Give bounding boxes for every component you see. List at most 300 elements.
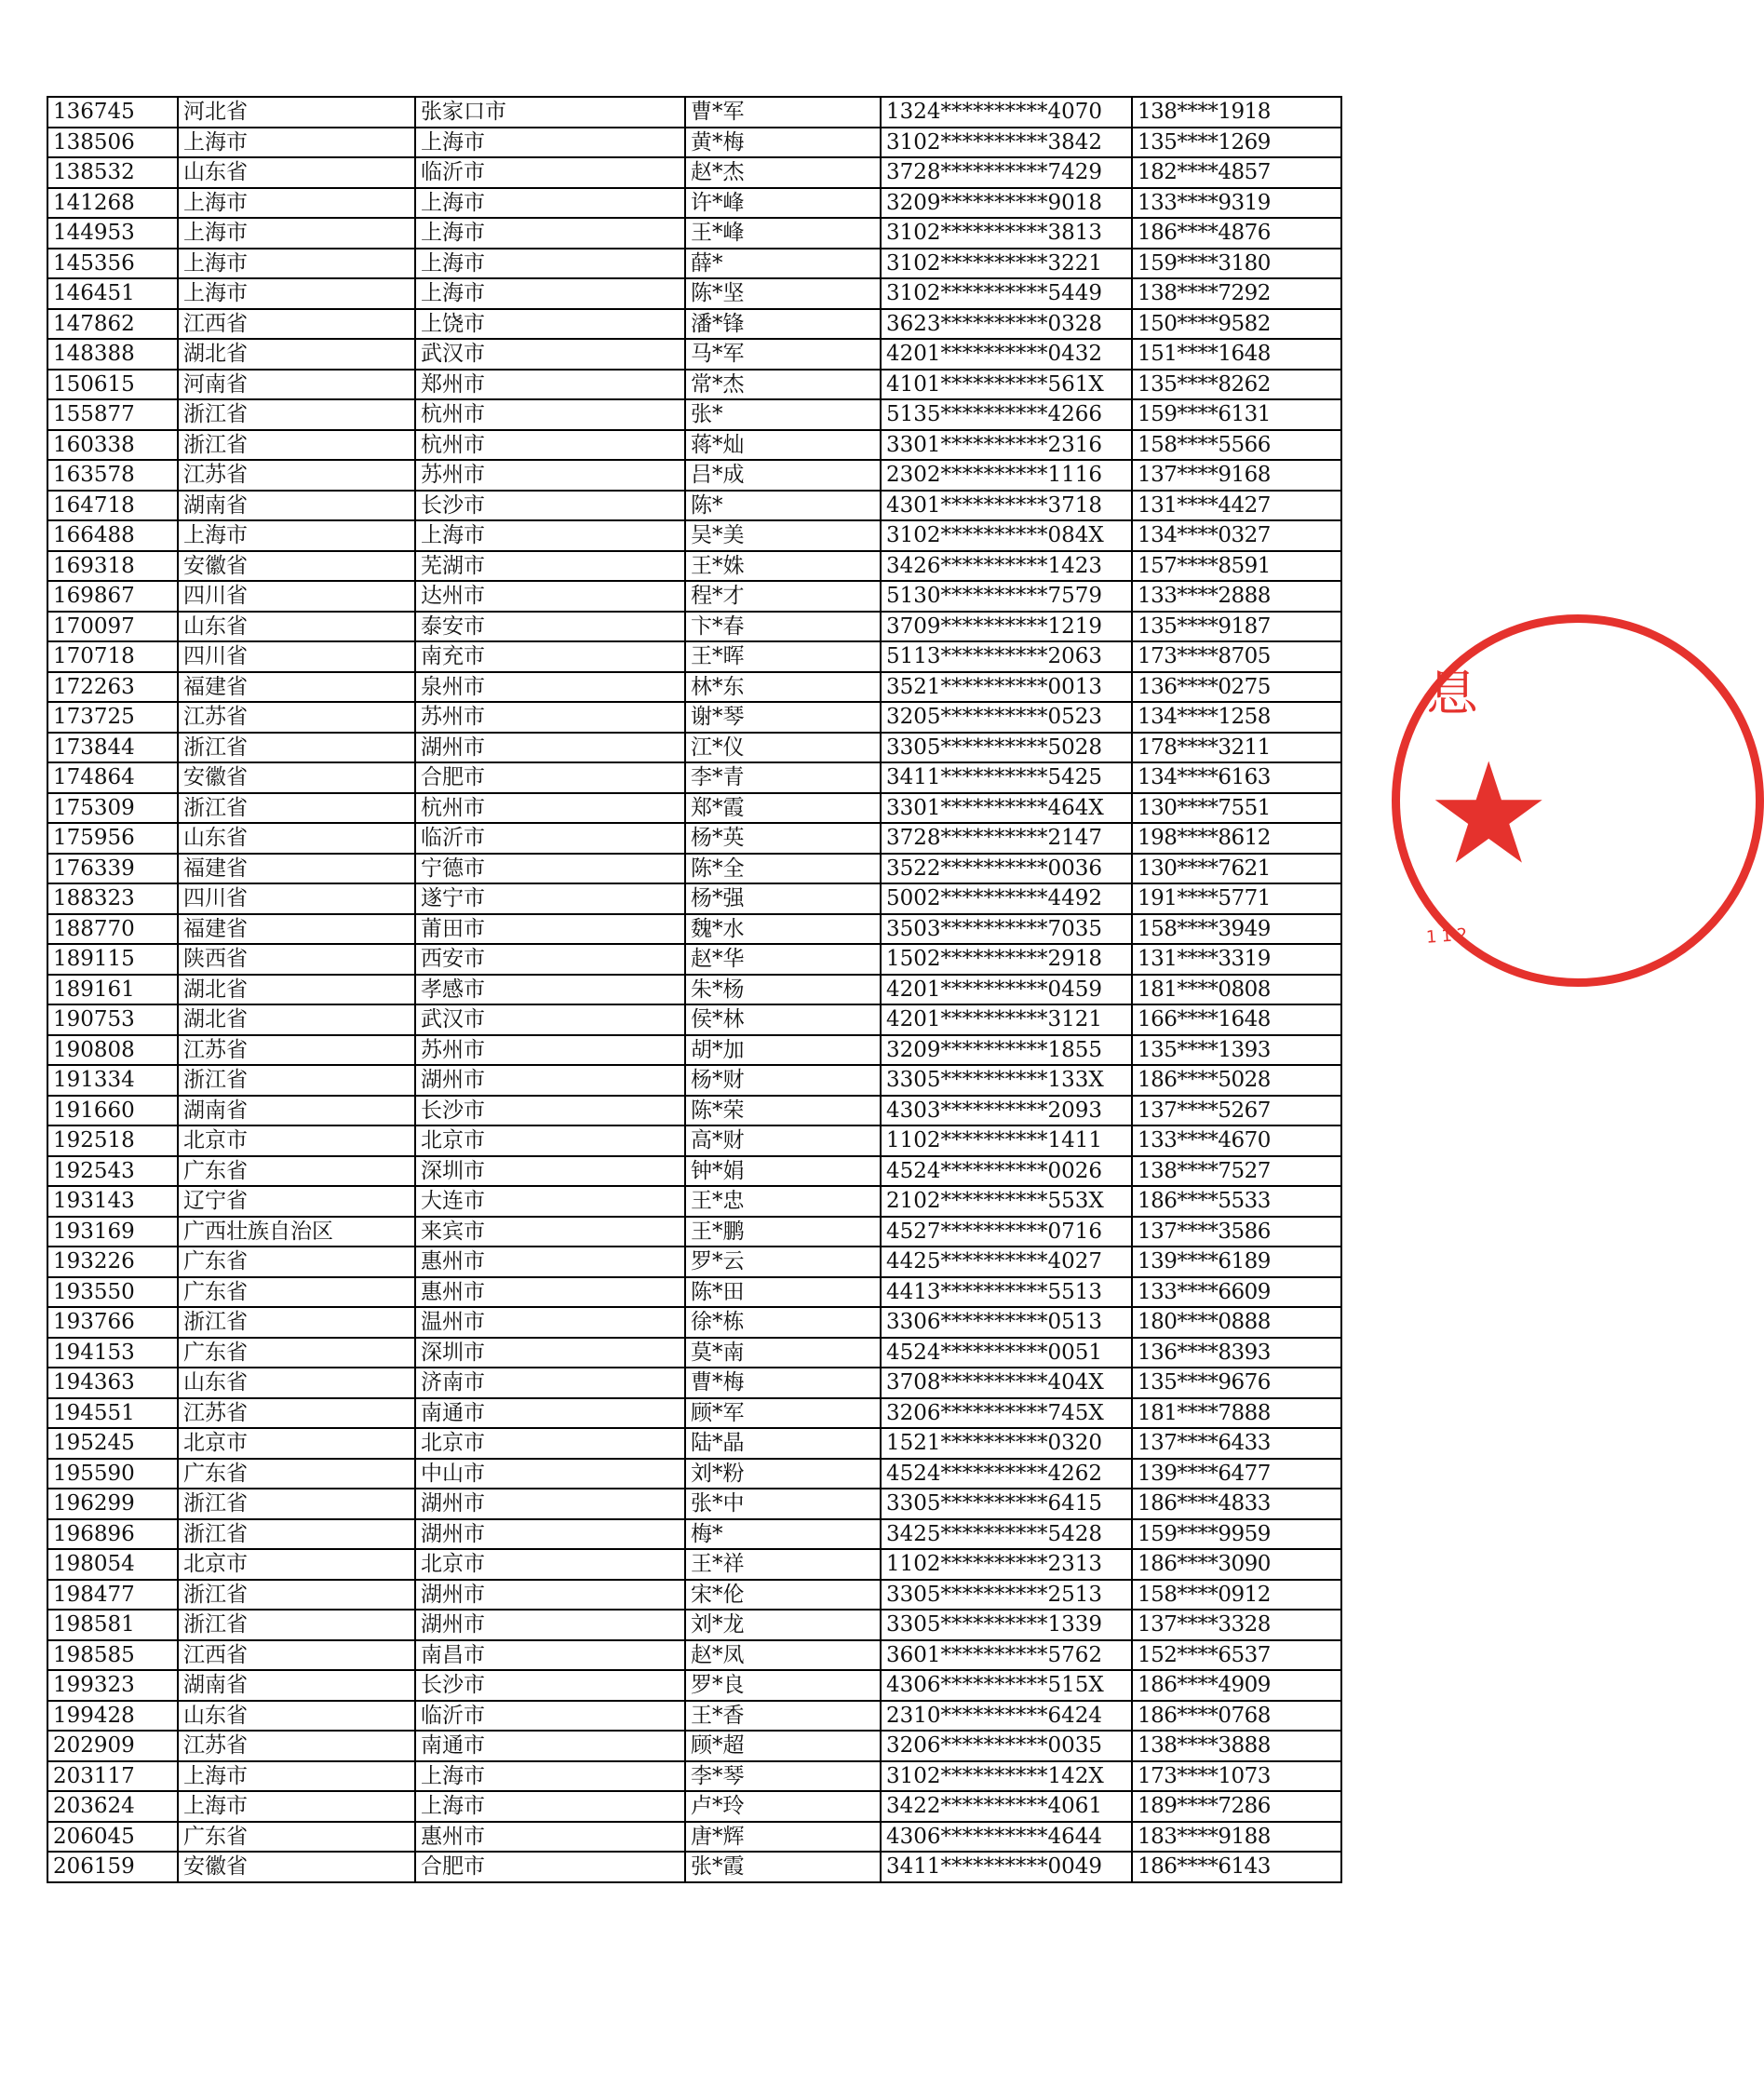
name-cell: 陈*全 xyxy=(685,854,881,884)
id-number-cell: 3102**********5449 xyxy=(881,278,1132,309)
name-cell: 曹*梅 xyxy=(685,1368,881,1398)
city-cell: 苏州市 xyxy=(415,702,685,733)
name-cell: 罗*良 xyxy=(685,1670,881,1701)
province-cell: 北京市 xyxy=(178,1428,415,1459)
id-number-cell: 3102**********3813 xyxy=(881,218,1132,249)
province-cell: 上海市 xyxy=(178,249,415,279)
province-cell: 浙江省 xyxy=(178,1307,415,1338)
record-id-cell: 164718 xyxy=(47,491,178,521)
phone-cell: 186****4909 xyxy=(1132,1670,1341,1701)
record-id-cell: 193766 xyxy=(47,1307,178,1338)
table-row xyxy=(47,854,1341,884)
table-row xyxy=(47,1035,1341,1066)
id-number-cell: 5002**********4492 xyxy=(881,883,1132,914)
id-number-cell: 2302**********1116 xyxy=(881,460,1132,491)
id-number-cell: 3425**********5428 xyxy=(881,1519,1132,1550)
table-row xyxy=(47,672,1341,703)
province-cell: 湖南省 xyxy=(178,491,415,521)
phone-cell: 137****9168 xyxy=(1132,460,1341,491)
name-cell: 唐*辉 xyxy=(685,1822,881,1853)
seal-code: 112 xyxy=(1425,924,1474,948)
phone-cell: 181****0808 xyxy=(1132,975,1341,1005)
record-id-cell: 191660 xyxy=(47,1096,178,1126)
phone-cell: 189****7286 xyxy=(1132,1791,1341,1822)
record-id-cell: 141268 xyxy=(47,188,178,219)
city-cell: 临沂市 xyxy=(415,823,685,854)
phone-cell: 137****3586 xyxy=(1132,1217,1341,1247)
province-cell: 安徽省 xyxy=(178,1852,415,1882)
city-cell: 湖州市 xyxy=(415,1489,685,1519)
city-cell: 苏州市 xyxy=(415,1035,685,1066)
record-id-cell: 148388 xyxy=(47,339,178,370)
province-cell: 上海市 xyxy=(178,1791,415,1822)
id-number-cell: 3301**********464X xyxy=(881,793,1132,824)
id-number-cell: 4201**********3121 xyxy=(881,1004,1132,1035)
id-number-cell: 2102**********553X xyxy=(881,1186,1132,1217)
record-id-cell: 169318 xyxy=(47,551,178,582)
phone-cell: 138****3888 xyxy=(1132,1731,1341,1761)
province-cell: 江西省 xyxy=(178,309,415,340)
record-id-cell: 193169 xyxy=(47,1217,178,1247)
city-cell: 惠州市 xyxy=(415,1277,685,1308)
city-cell: 来宾市 xyxy=(415,1217,685,1247)
name-cell: 顾*超 xyxy=(685,1731,881,1761)
table-row xyxy=(47,1791,1341,1822)
id-number-cell: 3305**********2513 xyxy=(881,1580,1132,1611)
table-row xyxy=(47,188,1341,219)
city-cell: 上海市 xyxy=(415,520,685,551)
name-cell: 蒋*灿 xyxy=(685,430,881,461)
phone-cell: 198****8612 xyxy=(1132,823,1341,854)
table-row xyxy=(47,1610,1341,1640)
province-cell: 上海市 xyxy=(178,128,415,158)
table-row xyxy=(47,1368,1341,1398)
phone-cell: 186****5028 xyxy=(1132,1065,1341,1096)
table-row xyxy=(47,1852,1341,1882)
record-id-cell: 203624 xyxy=(47,1791,178,1822)
table-row xyxy=(47,641,1341,672)
phone-cell: 180****0888 xyxy=(1132,1307,1341,1338)
phone-cell: 158****0912 xyxy=(1132,1580,1341,1611)
phone-cell: 133****9319 xyxy=(1132,188,1341,219)
phone-cell: 166****1648 xyxy=(1132,1004,1341,1035)
city-cell: 北京市 xyxy=(415,1125,685,1156)
id-number-cell: 5135**********4266 xyxy=(881,399,1132,430)
name-cell: 杨*财 xyxy=(685,1065,881,1096)
name-cell: 王*姝 xyxy=(685,551,881,582)
table-row xyxy=(47,762,1341,793)
record-id-cell: 175956 xyxy=(47,823,178,854)
city-cell: 上海市 xyxy=(415,278,685,309)
province-cell: 湖南省 xyxy=(178,1670,415,1701)
record-id-cell: 155877 xyxy=(47,399,178,430)
name-cell: 卞*春 xyxy=(685,612,881,642)
phone-cell: 173****8705 xyxy=(1132,641,1341,672)
table-row xyxy=(47,1065,1341,1096)
phone-cell: 150****9582 xyxy=(1132,309,1341,340)
table-row xyxy=(47,278,1341,309)
name-cell: 赵*凤 xyxy=(685,1640,881,1671)
id-number-cell: 3728**********7429 xyxy=(881,157,1132,188)
id-number-cell: 4524**********0026 xyxy=(881,1156,1132,1187)
phone-cell: 137****6433 xyxy=(1132,1428,1341,1459)
province-cell: 浙江省 xyxy=(178,733,415,763)
city-cell: 郑州市 xyxy=(415,370,685,400)
name-cell: 刘*龙 xyxy=(685,1610,881,1640)
record-id-cell: 174864 xyxy=(47,762,178,793)
record-id-cell: 202909 xyxy=(47,1731,178,1761)
phone-cell: 159****6131 xyxy=(1132,399,1341,430)
table-row xyxy=(47,1004,1341,1035)
id-number-cell: 4524**********4262 xyxy=(881,1459,1132,1489)
city-cell: 长沙市 xyxy=(415,491,685,521)
city-cell: 大连市 xyxy=(415,1186,685,1217)
table-row xyxy=(47,1519,1341,1550)
record-id-cell: 175309 xyxy=(47,793,178,824)
record-id-cell: 136745 xyxy=(47,97,178,128)
table-row xyxy=(47,1156,1341,1187)
table-row xyxy=(47,1186,1341,1217)
name-cell: 李*琴 xyxy=(685,1761,881,1792)
city-cell: 上海市 xyxy=(415,1791,685,1822)
province-cell: 上海市 xyxy=(178,188,415,219)
city-cell: 北京市 xyxy=(415,1549,685,1580)
record-id-cell: 170097 xyxy=(47,612,178,642)
name-cell: 王*鹏 xyxy=(685,1217,881,1247)
phone-cell: 134****1258 xyxy=(1132,702,1341,733)
name-cell: 马*军 xyxy=(685,339,881,370)
phone-cell: 130****7621 xyxy=(1132,854,1341,884)
name-cell: 王*祥 xyxy=(685,1549,881,1580)
phone-cell: 186****4833 xyxy=(1132,1489,1341,1519)
table-row xyxy=(47,581,1341,612)
name-cell: 常*杰 xyxy=(685,370,881,400)
record-id-cell: 198054 xyxy=(47,1549,178,1580)
city-cell: 武汉市 xyxy=(415,1004,685,1035)
city-cell: 莆田市 xyxy=(415,914,685,945)
phone-cell: 131****4427 xyxy=(1132,491,1341,521)
id-number-cell: 3102**********084X xyxy=(881,520,1132,551)
name-cell: 钟*娟 xyxy=(685,1156,881,1187)
phone-cell: 137****3328 xyxy=(1132,1610,1341,1640)
id-number-cell: 4306**********4644 xyxy=(881,1822,1132,1853)
phone-cell: 134****0327 xyxy=(1132,520,1341,551)
name-cell: 陈*荣 xyxy=(685,1096,881,1126)
name-cell: 程*才 xyxy=(685,581,881,612)
table-row xyxy=(47,128,1341,158)
city-cell: 上海市 xyxy=(415,249,685,279)
phone-cell: 159****3180 xyxy=(1132,249,1341,279)
record-id-cell: 176339 xyxy=(47,854,178,884)
record-id-cell: 198581 xyxy=(47,1610,178,1640)
table-row xyxy=(47,1338,1341,1368)
record-id-cell: 203117 xyxy=(47,1761,178,1792)
province-cell: 江苏省 xyxy=(178,460,415,491)
record-id-cell: 191334 xyxy=(47,1065,178,1096)
name-cell: 徐*栋 xyxy=(685,1307,881,1338)
province-cell: 四川省 xyxy=(178,581,415,612)
city-cell: 泉州市 xyxy=(415,672,685,703)
table-row xyxy=(47,218,1341,249)
city-cell: 湖州市 xyxy=(415,1519,685,1550)
table-row xyxy=(47,1247,1341,1277)
province-cell: 山东省 xyxy=(178,1368,415,1398)
record-id-cell: 173725 xyxy=(47,702,178,733)
table-row xyxy=(47,157,1341,188)
id-number-cell: 3209**********1855 xyxy=(881,1035,1132,1066)
record-id-cell: 189161 xyxy=(47,975,178,1005)
id-number-cell: 3209**********9018 xyxy=(881,188,1132,219)
province-cell: 福建省 xyxy=(178,854,415,884)
phone-cell: 139****6477 xyxy=(1132,1459,1341,1489)
name-cell: 刘*粉 xyxy=(685,1459,881,1489)
id-number-cell: 3426**********1423 xyxy=(881,551,1132,582)
phone-cell: 186****6143 xyxy=(1132,1852,1341,1882)
phone-cell: 186****4876 xyxy=(1132,218,1341,249)
province-cell: 四川省 xyxy=(178,883,415,914)
record-id-cell: 188770 xyxy=(47,914,178,945)
city-cell: 合肥市 xyxy=(415,762,685,793)
id-number-cell: 4306**********515X xyxy=(881,1670,1132,1701)
name-cell: 卢*玲 xyxy=(685,1791,881,1822)
record-id-cell: 170718 xyxy=(47,641,178,672)
phone-cell: 183****9188 xyxy=(1132,1822,1341,1853)
table-row xyxy=(47,520,1341,551)
records-table xyxy=(47,96,1342,1883)
province-cell: 湖北省 xyxy=(178,1004,415,1035)
table-row xyxy=(47,1217,1341,1247)
province-cell: 湖北省 xyxy=(178,339,415,370)
province-cell: 广西壮族自治区 xyxy=(178,1217,415,1247)
record-id-cell: 138506 xyxy=(47,128,178,158)
records-table-body xyxy=(47,97,1341,1882)
record-id-cell: 163578 xyxy=(47,460,178,491)
city-cell: 杭州市 xyxy=(415,793,685,824)
city-cell: 上海市 xyxy=(415,218,685,249)
name-cell: 侯*林 xyxy=(685,1004,881,1035)
table-row xyxy=(47,1731,1341,1761)
phone-cell: 138****7527 xyxy=(1132,1156,1341,1187)
province-cell: 上海市 xyxy=(178,520,415,551)
record-id-cell: 173844 xyxy=(47,733,178,763)
id-number-cell: 3601**********5762 xyxy=(881,1640,1132,1671)
phone-cell: 131****3319 xyxy=(1132,944,1341,975)
record-id-cell: 172263 xyxy=(47,672,178,703)
table-row xyxy=(47,612,1341,642)
table-row xyxy=(47,1549,1341,1580)
city-cell: 温州市 xyxy=(415,1307,685,1338)
record-id-cell: 196896 xyxy=(47,1519,178,1550)
city-cell: 北京市 xyxy=(415,1428,685,1459)
province-cell: 浙江省 xyxy=(178,1065,415,1096)
name-cell: 张*霞 xyxy=(685,1852,881,1882)
city-cell: 湖州市 xyxy=(415,1610,685,1640)
province-cell: 上海市 xyxy=(178,278,415,309)
phone-cell: 135****9187 xyxy=(1132,612,1341,642)
phone-cell: 186****5533 xyxy=(1132,1186,1341,1217)
id-number-cell: 3522**********0036 xyxy=(881,854,1132,884)
table-row xyxy=(47,1307,1341,1338)
city-cell: 深圳市 xyxy=(415,1156,685,1187)
record-id-cell: 194363 xyxy=(47,1368,178,1398)
name-cell: 罗*云 xyxy=(685,1247,881,1277)
table-row xyxy=(47,1125,1341,1156)
id-number-cell: 3728**********2147 xyxy=(881,823,1132,854)
province-cell: 广东省 xyxy=(178,1247,415,1277)
table-row xyxy=(47,1701,1341,1732)
record-id-cell: 190753 xyxy=(47,1004,178,1035)
province-cell: 江西省 xyxy=(178,1640,415,1671)
name-cell: 陈* xyxy=(685,491,881,521)
phone-cell: 133****2888 xyxy=(1132,581,1341,612)
id-number-cell: 3422**********4061 xyxy=(881,1791,1132,1822)
city-cell: 南充市 xyxy=(415,641,685,672)
record-id-cell: 144953 xyxy=(47,218,178,249)
id-number-cell: 3102**********3842 xyxy=(881,128,1132,158)
phone-cell: 191****5771 xyxy=(1132,883,1341,914)
record-id-cell: 147862 xyxy=(47,309,178,340)
province-cell: 浙江省 xyxy=(178,1610,415,1640)
table-row xyxy=(47,249,1341,279)
id-number-cell: 3503**********7035 xyxy=(881,914,1132,945)
phone-cell: 157****8591 xyxy=(1132,551,1341,582)
table-row xyxy=(47,491,1341,521)
phone-cell: 137****5267 xyxy=(1132,1096,1341,1126)
city-cell: 遂宁市 xyxy=(415,883,685,914)
phone-cell: 135****9676 xyxy=(1132,1368,1341,1398)
phone-cell: 181****7888 xyxy=(1132,1398,1341,1429)
table-row xyxy=(47,1398,1341,1429)
province-cell: 上海市 xyxy=(178,1761,415,1792)
id-number-cell: 5130**********7579 xyxy=(881,581,1132,612)
table-row xyxy=(47,1096,1341,1126)
name-cell: 朱*杨 xyxy=(685,975,881,1005)
table-row xyxy=(47,1761,1341,1792)
city-cell: 湖州市 xyxy=(415,733,685,763)
name-cell: 李*青 xyxy=(685,762,881,793)
province-cell: 浙江省 xyxy=(178,430,415,461)
id-number-cell: 1102**********2313 xyxy=(881,1549,1132,1580)
table-row xyxy=(47,975,1341,1005)
record-id-cell: 145356 xyxy=(47,249,178,279)
province-cell: 广东省 xyxy=(178,1338,415,1368)
phone-cell: 135****8262 xyxy=(1132,370,1341,400)
phone-cell: 133****6609 xyxy=(1132,1277,1341,1308)
city-cell: 上海市 xyxy=(415,188,685,219)
name-cell: 曹*军 xyxy=(685,97,881,128)
phone-cell: 173****1073 xyxy=(1132,1761,1341,1792)
city-cell: 泰安市 xyxy=(415,612,685,642)
phone-cell: 135****1393 xyxy=(1132,1035,1341,1066)
record-id-cell: 195245 xyxy=(47,1428,178,1459)
record-id-cell: 188323 xyxy=(47,883,178,914)
name-cell: 杨*英 xyxy=(685,823,881,854)
name-cell: 江*仪 xyxy=(685,733,881,763)
table-row xyxy=(47,1489,1341,1519)
record-id-cell: 206159 xyxy=(47,1852,178,1882)
province-cell: 河北省 xyxy=(178,97,415,128)
province-cell: 浙江省 xyxy=(178,399,415,430)
city-cell: 杭州市 xyxy=(415,430,685,461)
id-number-cell: 3305**********5028 xyxy=(881,733,1132,763)
id-number-cell: 4527**********0716 xyxy=(881,1217,1132,1247)
city-cell: 上海市 xyxy=(415,1761,685,1792)
city-cell: 南通市 xyxy=(415,1731,685,1761)
city-cell: 惠州市 xyxy=(415,1247,685,1277)
record-id-cell: 190808 xyxy=(47,1035,178,1066)
id-number-cell: 1324**********4070 xyxy=(881,97,1132,128)
record-id-cell: 196299 xyxy=(47,1489,178,1519)
id-number-cell: 2310**********6424 xyxy=(881,1701,1132,1732)
city-cell: 合肥市 xyxy=(415,1852,685,1882)
city-cell: 临沂市 xyxy=(415,157,685,188)
name-cell: 胡*加 xyxy=(685,1035,881,1066)
table-row xyxy=(47,1670,1341,1701)
city-cell: 上海市 xyxy=(415,128,685,158)
record-id-cell: 166488 xyxy=(47,520,178,551)
name-cell: 王*忠 xyxy=(685,1186,881,1217)
province-cell: 山东省 xyxy=(178,157,415,188)
city-cell: 临沂市 xyxy=(415,1701,685,1732)
id-number-cell: 3521**********0013 xyxy=(881,672,1132,703)
city-cell: 杭州市 xyxy=(415,399,685,430)
record-id-cell: 150615 xyxy=(47,370,178,400)
id-number-cell: 3411**********5425 xyxy=(881,762,1132,793)
id-number-cell: 1102**********1411 xyxy=(881,1125,1132,1156)
name-cell: 赵*华 xyxy=(685,944,881,975)
phone-cell: 182****4857 xyxy=(1132,157,1341,188)
record-id-cell: 192543 xyxy=(47,1156,178,1187)
phone-cell: 152****6537 xyxy=(1132,1640,1341,1671)
id-number-cell: 3305**********6415 xyxy=(881,1489,1132,1519)
id-number-cell: 1502**********2918 xyxy=(881,944,1132,975)
id-number-cell: 3205**********0523 xyxy=(881,702,1132,733)
phone-cell: 133****4670 xyxy=(1132,1125,1341,1156)
province-cell: 江苏省 xyxy=(178,1035,415,1066)
phone-cell: 151****1648 xyxy=(1132,339,1341,370)
province-cell: 山东省 xyxy=(178,823,415,854)
name-cell: 吴*美 xyxy=(685,520,881,551)
record-id-cell: 198585 xyxy=(47,1640,178,1671)
name-cell: 高*财 xyxy=(685,1125,881,1156)
province-cell: 广东省 xyxy=(178,1277,415,1308)
name-cell: 赵*杰 xyxy=(685,157,881,188)
city-cell: 长沙市 xyxy=(415,1670,685,1701)
name-cell: 郑*霞 xyxy=(685,793,881,824)
province-cell: 上海市 xyxy=(178,218,415,249)
name-cell: 谢*琴 xyxy=(685,702,881,733)
city-cell: 南昌市 xyxy=(415,1640,685,1671)
phone-cell: 138****7292 xyxy=(1132,278,1341,309)
name-cell: 潘*锋 xyxy=(685,309,881,340)
city-cell: 济南市 xyxy=(415,1368,685,1398)
phone-cell: 135****1269 xyxy=(1132,128,1341,158)
phone-cell: 158****3949 xyxy=(1132,914,1341,945)
name-cell: 杨*强 xyxy=(685,883,881,914)
id-number-cell: 3411**********0049 xyxy=(881,1852,1132,1882)
name-cell: 宋*伦 xyxy=(685,1580,881,1611)
record-id-cell: 198477 xyxy=(47,1580,178,1611)
province-cell: 江苏省 xyxy=(178,1398,415,1429)
city-cell: 芜湖市 xyxy=(415,551,685,582)
id-number-cell: 4301**********3718 xyxy=(881,491,1132,521)
id-number-cell: 1521**********0320 xyxy=(881,1428,1132,1459)
name-cell: 张* xyxy=(685,399,881,430)
province-cell: 安徽省 xyxy=(178,551,415,582)
table-row xyxy=(47,399,1341,430)
id-number-cell: 3102**********3221 xyxy=(881,249,1132,279)
table-row xyxy=(47,1459,1341,1489)
